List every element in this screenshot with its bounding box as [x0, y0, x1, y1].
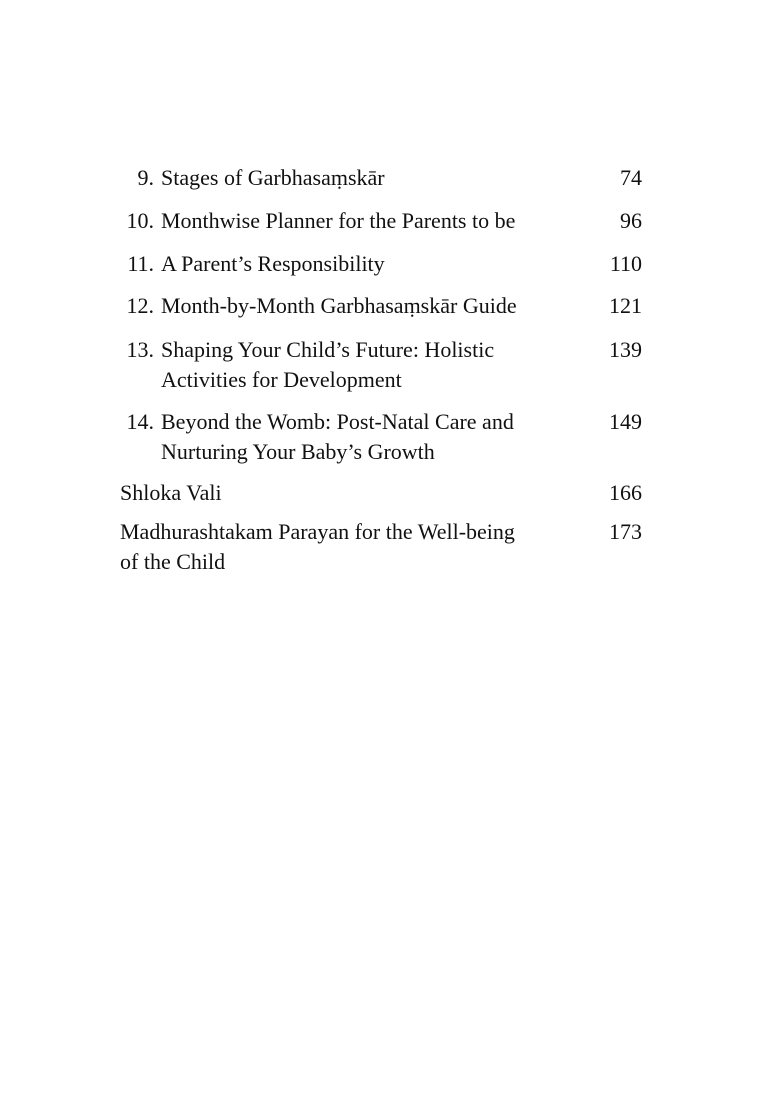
- entry-page-number: 139: [609, 337, 642, 362]
- entry-title: [161, 407, 571, 467]
- entry-title-line: Nurturing Your Baby’s Growth: [161, 439, 435, 464]
- entry-page-number: 96: [620, 208, 642, 233]
- entry-title-line: Monthwise Planner for the Parents to be: [161, 208, 516, 233]
- entry-number: 14.: [126, 409, 154, 434]
- entry-title: [161, 206, 571, 236]
- entry-title-line: Shloka Vali: [120, 480, 222, 505]
- entry-page-number: 166: [609, 480, 642, 505]
- entry-page-number: 173: [609, 519, 642, 544]
- entry-number: 9.: [137, 165, 154, 190]
- entry-page-number: 74: [620, 165, 642, 190]
- entry-title-line: of the Child: [120, 549, 226, 574]
- entry-title: [161, 335, 571, 395]
- entry-page-number: 149: [609, 409, 642, 434]
- entry-title: [120, 517, 570, 577]
- entry-title-line: Stages of Garbhasaṃskār: [161, 165, 385, 190]
- entry-title-line: Shaping Your Child’s Future: Holistic: [161, 337, 495, 362]
- entry-title-line: Activities for Development: [161, 367, 402, 392]
- entry-title: [161, 163, 571, 193]
- entry-title-line: Beyond the Womb: Post-Natal Care and: [161, 409, 514, 434]
- entry-number: 10.: [126, 208, 154, 233]
- entry-number: 13.: [126, 337, 154, 362]
- entry-title-line: A Parent’s Responsibility: [161, 251, 385, 276]
- entry-title: [161, 291, 571, 321]
- entry-page-number: 110: [609, 251, 642, 276]
- entry-page-number: 121: [609, 293, 642, 318]
- entry-number: 11.: [127, 251, 154, 276]
- entry-title-line: Madhurashtakam Parayan for the Well-being: [120, 519, 515, 544]
- entry-title: [120, 478, 570, 508]
- entry-title: [161, 249, 571, 279]
- entry-title-line: Month-by-Month Garbhasaṃskār Guide: [161, 293, 517, 318]
- entry-number: 12.: [126, 293, 154, 318]
